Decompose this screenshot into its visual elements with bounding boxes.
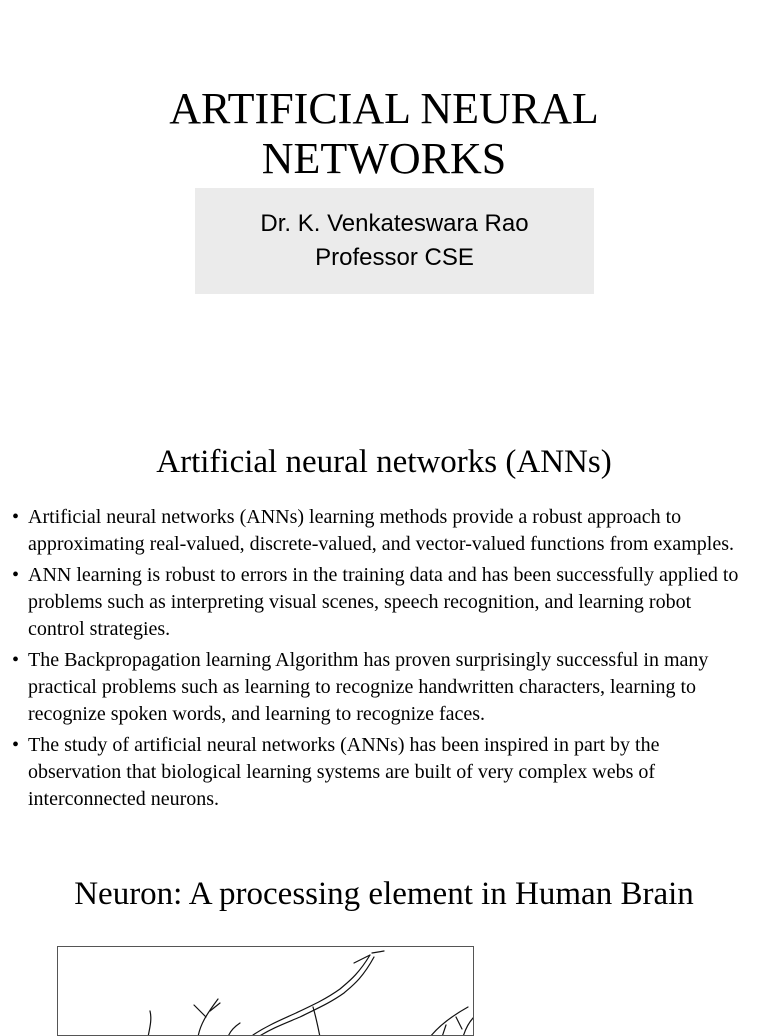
author-designation: Professor CSE (315, 244, 474, 271)
bullet-dot: • (12, 649, 20, 671)
dendrite-right (430, 1007, 468, 1036)
axon-stroke-upper (253, 955, 370, 1035)
bullet-item (12, 504, 752, 558)
neuron-sketch-icon (58, 947, 474, 1036)
bullet-list (12, 504, 752, 817)
bullet-dot: • (12, 734, 20, 756)
author-name: Dr. K. Venkateswara Rao (260, 210, 529, 237)
title-slide (0, 0, 768, 384)
title-line-1: ARTIFICIAL NEURAL (169, 84, 599, 133)
bullet-item (12, 562, 752, 643)
bullet-item (12, 732, 752, 813)
dendrite-branch (198, 999, 218, 1036)
bullet-dot: • (12, 506, 20, 528)
dendrite-far-right (463, 1017, 474, 1036)
axon-stroke-lower (258, 957, 374, 1036)
author-box (195, 188, 594, 294)
ann-intro-slide (0, 420, 768, 860)
bullet-item (12, 647, 752, 728)
slide-title: Artificial neural networks (ANNs) (156, 444, 612, 480)
bullet-text: The Backpropagation learning Algorithm has proven surprisingly successful in many practical problems such as learning to recognize handwritten characters, learning to recognize spoken words, and learning to recognize faces. (28, 649, 709, 725)
bullet-text: The study of artificial neural networks (ANNs) has been inspired in part by the observation that biological learning systems are built of very complex webs of interconnected neurons. (28, 734, 660, 810)
soma-edge (313, 1007, 320, 1036)
neuron-figure (57, 946, 474, 1036)
bullet-text: Artificial neural networks (ANNs) learning methods provide a robust approach to approximating real-valued, discrete-valued, and vector-valued functions from examples. (28, 506, 734, 555)
bullet-dot: • (12, 564, 20, 586)
bullet-text: ANN learning is robust to errors in the training data and has been successfully applied to problems such as interpreting visual scenes, speech recognition, and learning robot control strategies. (28, 564, 739, 640)
neuron-slide (0, 860, 768, 1024)
title-line-2: NETWORKS (261, 134, 507, 183)
dendrite-right-branch (442, 1017, 462, 1036)
presentation-title (0, 84, 768, 184)
dendrite-small (228, 1023, 240, 1036)
slide-title: Neuron: A processing element in Human Brain (74, 876, 694, 912)
